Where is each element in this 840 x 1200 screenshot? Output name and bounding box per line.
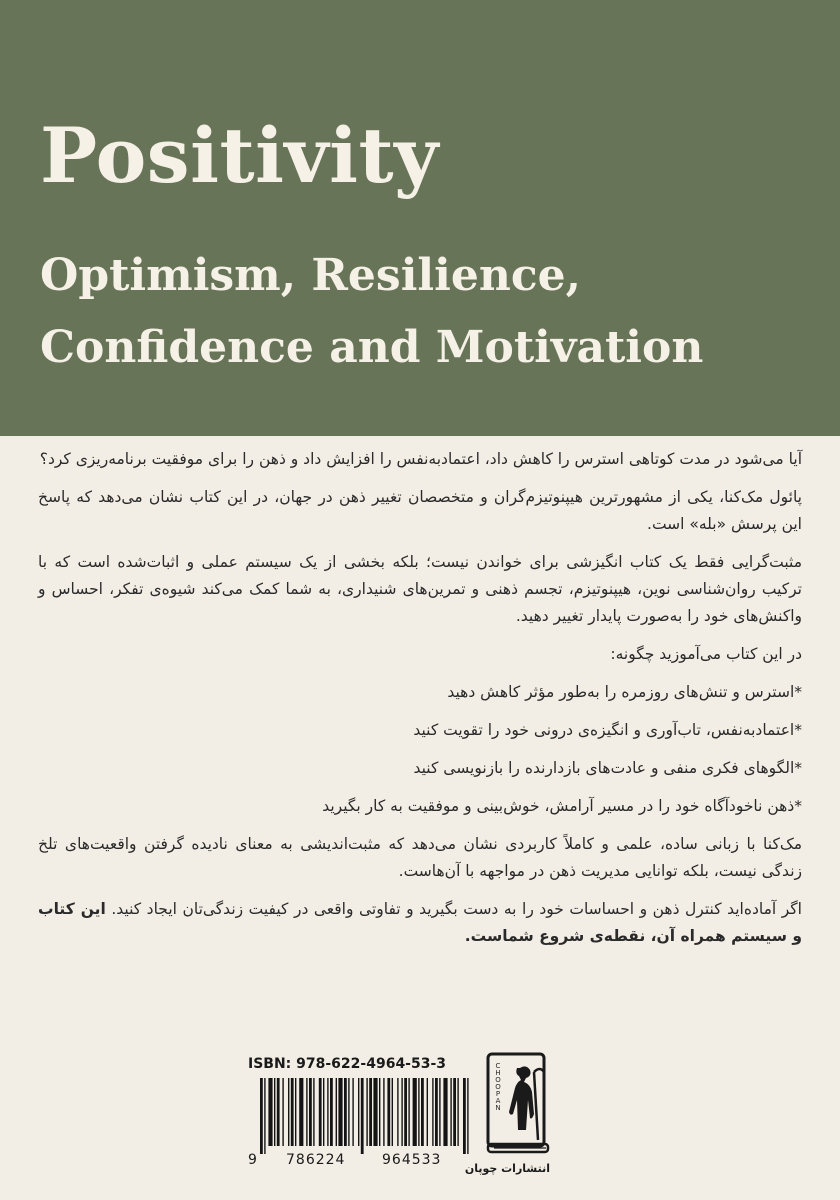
barcode-bar: [387, 1078, 390, 1146]
barcode-bar: [450, 1078, 451, 1146]
barcode-bar: [309, 1078, 312, 1146]
barcode-bar: [338, 1078, 342, 1146]
barcode-bar: [348, 1078, 349, 1146]
book-subtitle: [40, 240, 820, 384]
barcode-bar: [401, 1078, 402, 1146]
barcode-bar: [274, 1078, 275, 1146]
barcode-bar: [404, 1078, 407, 1146]
barcode-bar: [373, 1078, 377, 1146]
barcode-bar: [327, 1078, 328, 1146]
barcode-bar: [336, 1078, 337, 1146]
barcode-bar: [358, 1078, 359, 1146]
barcode-bar: [282, 1078, 283, 1146]
barcode-bar: [427, 1078, 428, 1146]
barcode-bar: [421, 1078, 424, 1146]
barcode-bar: [288, 1078, 289, 1146]
bullet-item-4: *ذهن ناخودآگاه خود را در مسیر آرامش، خوش‌بینی و موفقیت به کار بگیرید: [322, 797, 802, 815]
bullet-item-3: *الگوهای فکری منفی و عادت‌های بازدارنده را بازنویسی کنید: [413, 759, 802, 777]
subtitle-line-1: Optimism, Resilience,: [40, 250, 581, 301]
barcode-bar: [413, 1078, 417, 1146]
barcode-bar: [443, 1078, 447, 1146]
barcode-bar: [439, 1078, 440, 1146]
blurb-paragraph-6-text: اگر آماده‌اید کنترل ذهن و احساسات خود را به دست بگیرید و تفاوتی واقعی در کیفیت زندگی‌تان ایجاد کنید.: [111, 900, 802, 918]
barcode-bars: [248, 1078, 476, 1154]
barcode-digit-first: 9: [248, 1152, 258, 1168]
barcode-bar: [432, 1078, 433, 1146]
barcode-bar: [435, 1078, 438, 1146]
barcode-bar: [369, 1078, 372, 1146]
publisher-brand-latin: CHOOPAN: [494, 1062, 502, 1111]
barcode-bar: [457, 1078, 458, 1146]
blurb-paragraph-1: آیا می‌شود در مدت کوتاهی استرس را کاهش داد، اعتمادبه‌نفس را افزایش داد و ذهن را برای موفقیت برنامه‌ریزی کرد؟: [39, 450, 802, 468]
bullet-item-2: *اعتمادبه‌نفس، تاب‌آوری و انگیزه‌ی درونی خود را تقویت کنید: [413, 721, 802, 739]
barcode-bar: [277, 1078, 280, 1146]
barcode-bar: [330, 1078, 333, 1146]
blurb-paragraph-4: در این کتاب می‌آموزید چگونه:: [610, 645, 802, 663]
barcode-bar: [352, 1078, 353, 1146]
blurb-paragraph-5: مک‌کنا با زبانی ساده، علمی و کاملاً کاربردی نشان می‌دهد که مثبت‌اندیشی به معنای نادیده گرفتن واقعیت‌های تلخ زندگی نیست، بلکه توانایی مدیریت ذهن در مواجهه با آن‌هاست.: [38, 835, 802, 880]
barcode-bar: [319, 1078, 322, 1146]
isbn-label: ISBN: 978-622-4964-53-3: [248, 1056, 447, 1072]
barcode-digits-left: 786224: [286, 1152, 346, 1168]
barcode-bar: [260, 1078, 263, 1154]
barcode-bar: [408, 1078, 409, 1146]
blurb-paragraph-2: پائول مک‌کنا، یکی از مشهورترین هیپنوتیزم‌گران و متخصصان تغییر ذهن در جهان، در این کتاب نشان می‌دهد که پاسخ این پرسش «بله» است.: [38, 488, 802, 533]
barcode-bar: [463, 1078, 466, 1154]
blurb-closing-bold: این کتاب و سیستم همراه آن، نقطه‌ی شروع شماست.: [38, 900, 802, 945]
back-cover-blurb: [38, 446, 802, 961]
blurb-paragraph-6: [38, 896, 802, 950]
barcode-bar: [306, 1078, 307, 1146]
isbn-barcode: [248, 1056, 476, 1172]
barcode-bar: [313, 1078, 314, 1146]
barcode-bar: [383, 1078, 384, 1146]
barcode-bar: [264, 1078, 265, 1154]
subtitle-line-2: Confidence and Motivation: [40, 322, 704, 373]
barcode-bar: [344, 1078, 347, 1146]
barcode-bar: [323, 1078, 324, 1146]
barcode-bar: [366, 1078, 367, 1146]
barcode-bar: [379, 1078, 380, 1146]
cover-top-band: [0, 0, 840, 436]
barcode-bar: [418, 1078, 419, 1146]
publisher-logo: [464, 1048, 550, 1178]
barcode-bar: [295, 1078, 296, 1146]
barcode-bar: [397, 1078, 398, 1146]
barcode-bar: [299, 1078, 303, 1146]
barcode-bar: [291, 1078, 294, 1146]
barcode-bar: [268, 1078, 272, 1146]
publisher-name: انتشارات چوپان: [464, 1162, 550, 1175]
blurb-paragraph-3: مثبت‌گرایی فقط یک کتاب انگیزشی برای خواندن نیست؛ بلکه بخشی از یک سیستم عملی و اثبات‌شده است که با ترکیب روان‌شناسی نوین، هیپنوتیزم، تجسم ذهنی و تمرین‌های شنیداری، به شما کمک می‌کند شیوه‌ی تفکر، احساس و واکنش‌های خود را به‌صورت پایدار تغییر دهید.: [38, 553, 802, 625]
book-title: Positivity: [40, 111, 439, 200]
barcode-bar: [453, 1078, 456, 1146]
barcode-bar: [467, 1078, 468, 1154]
barcode-bar: [361, 1078, 364, 1154]
barcode-bar: [392, 1078, 393, 1146]
bullet-item-1: *استرس و تنش‌های روزمره را به‌طور مؤثر کاهش دهید: [447, 683, 802, 701]
barcode-digits-right: 964533: [382, 1152, 442, 1168]
